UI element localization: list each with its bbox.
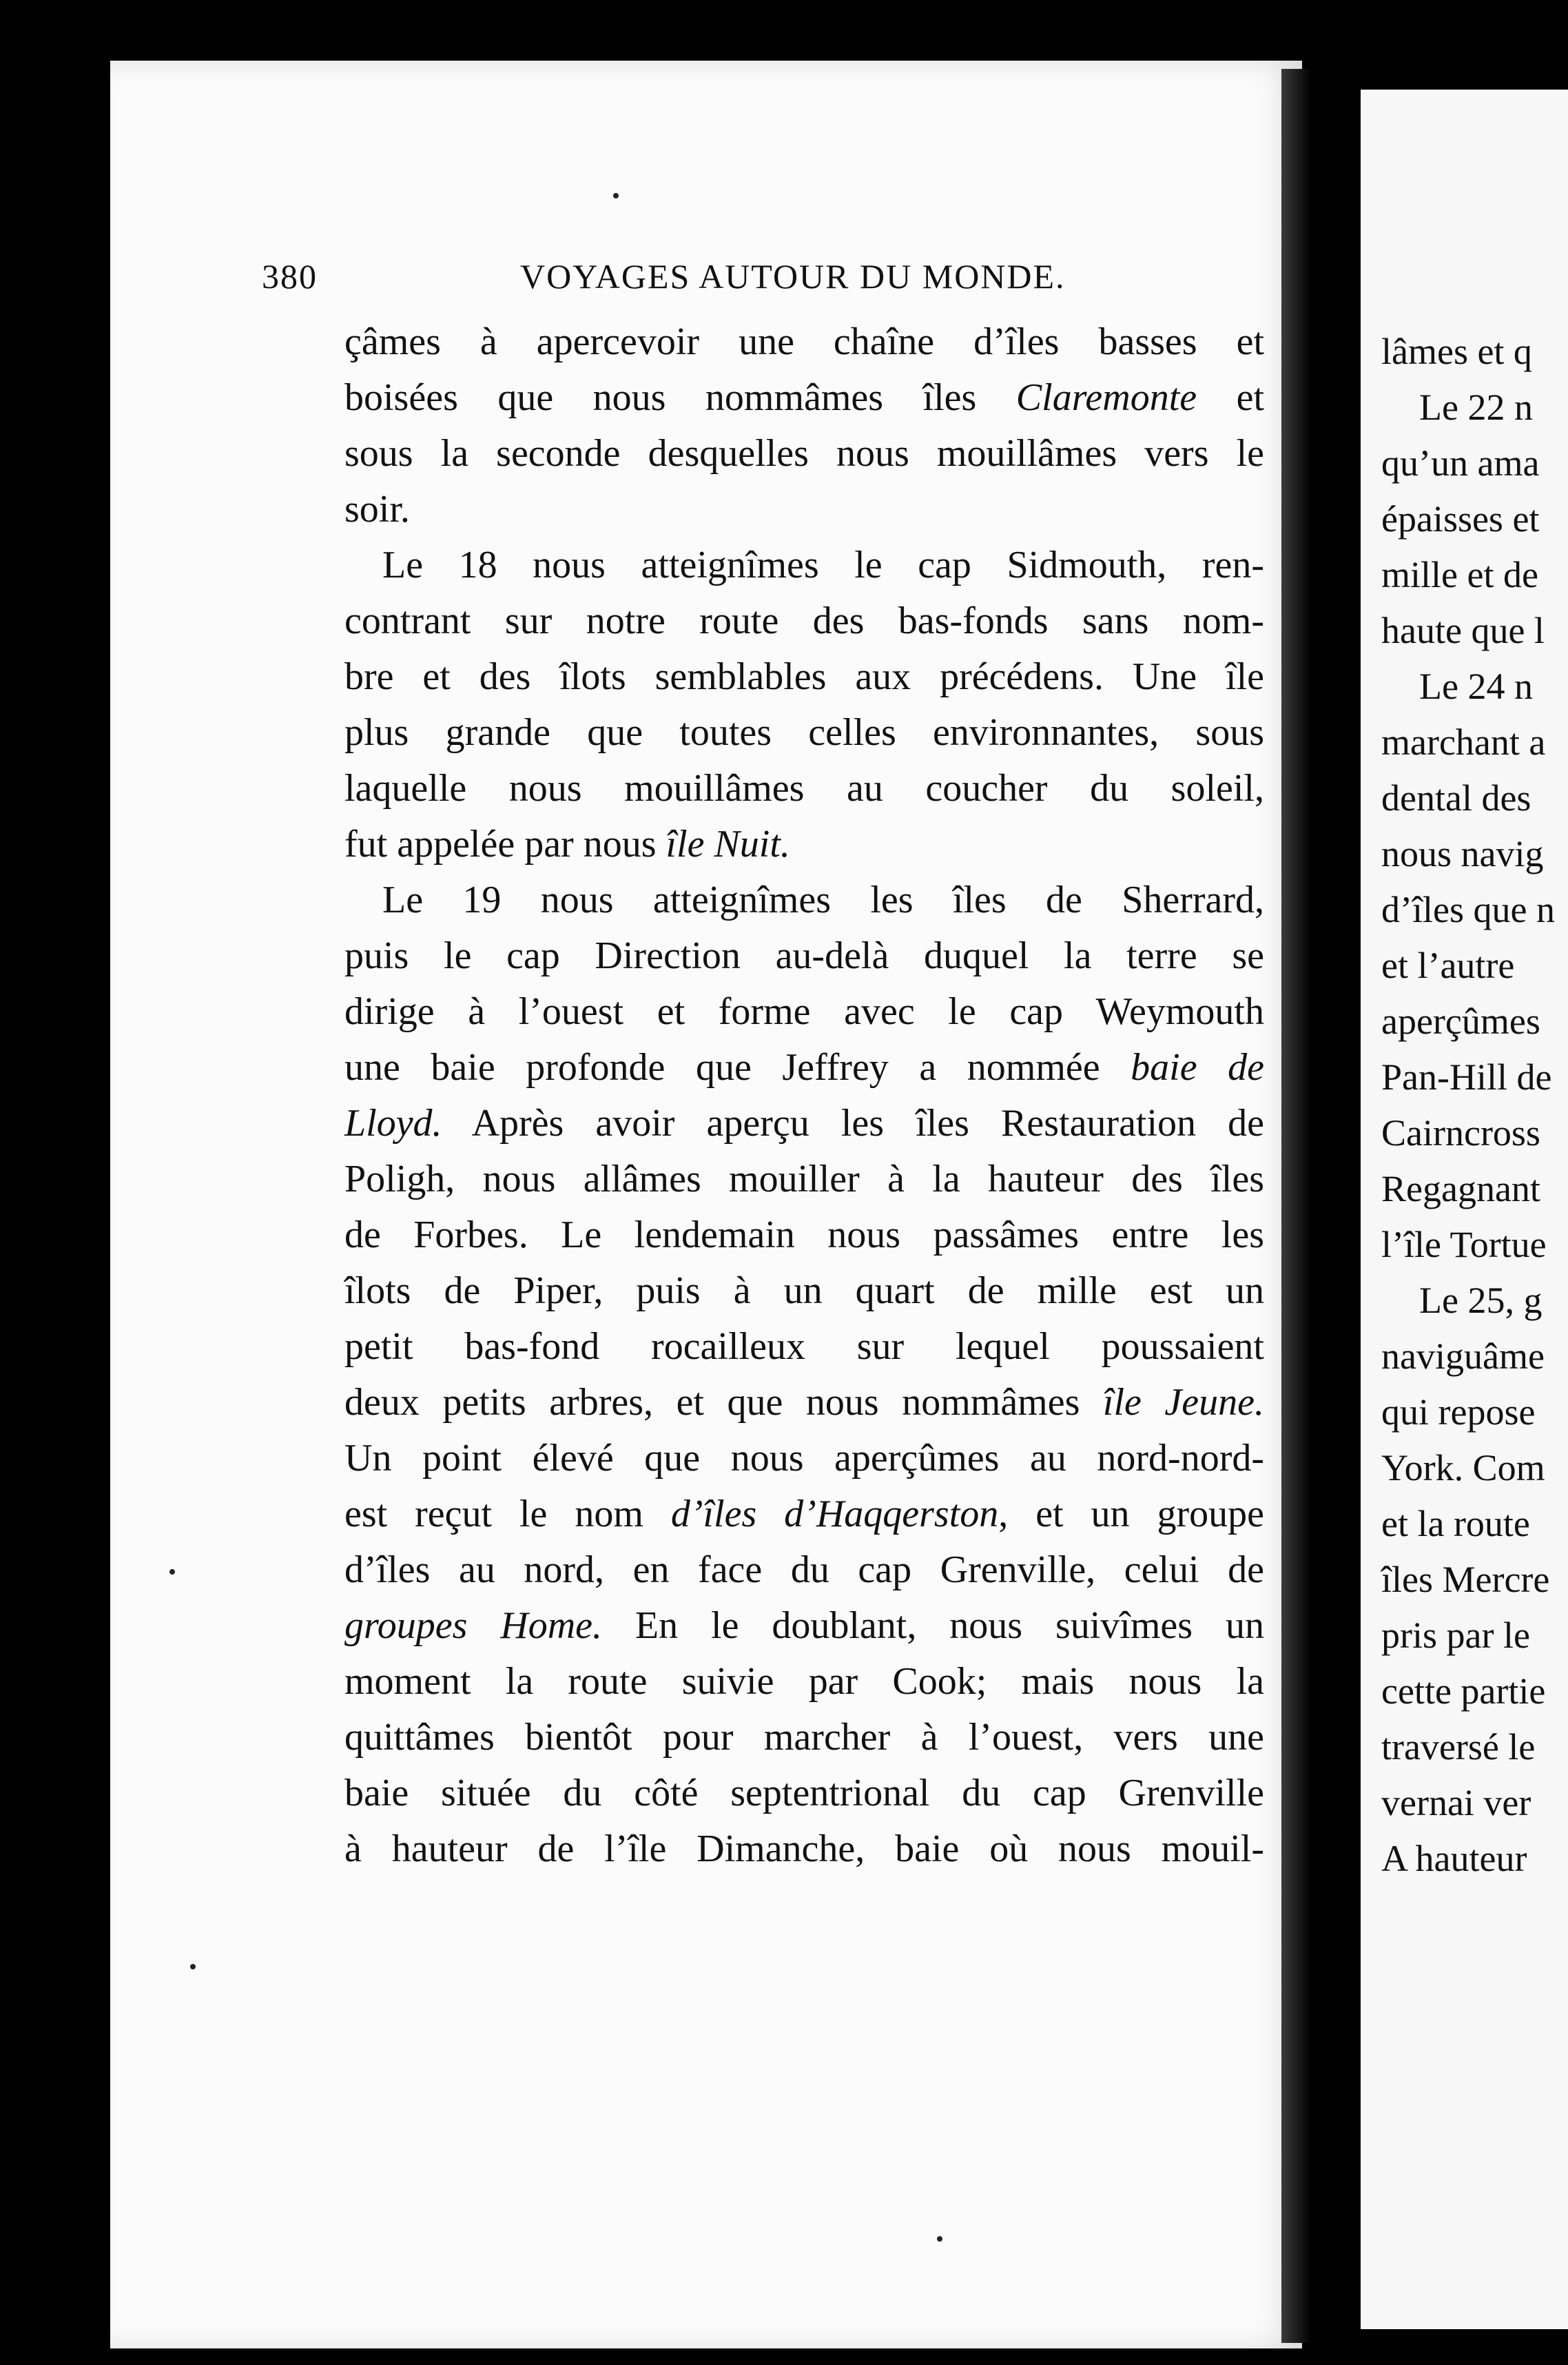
text-line xyxy=(344,426,1264,482)
text-run: çâmes à apercevoir une chaîne d’îles basses et xyxy=(344,320,1264,363)
text-line xyxy=(344,593,1264,649)
text-line: lâmes et q xyxy=(1381,331,1532,372)
text-line xyxy=(344,705,1264,761)
text-line xyxy=(344,817,1264,872)
text-run: d’îles au nord, en face du cap Grenville, celui de xyxy=(344,1548,1264,1591)
text-line xyxy=(344,761,1264,817)
text-line: d’îles que n xyxy=(1381,889,1555,930)
text-run: , et un groupe xyxy=(998,1493,1264,1535)
text-run: à hauteur de l’île Dimanche, baie où nous mouil- xyxy=(344,1828,1264,1870)
text-line xyxy=(344,482,1264,538)
text-run: bre et des îlots semblables aux précédens. Une île xyxy=(344,655,1264,698)
text-run: puis le cap Direction au-delà duquel la terre se xyxy=(344,934,1264,977)
italic-text: Lloyd. xyxy=(344,1102,442,1145)
text-line xyxy=(344,984,1264,1040)
text-run: sous la seconde desquelles nous mouillâmes vers le xyxy=(344,432,1264,475)
left-page-text xyxy=(344,314,1264,1877)
text-line: Le 24 n xyxy=(1419,666,1533,707)
text-run: baie située du côté septentrional du cap Grenville xyxy=(344,1772,1264,1814)
text-line xyxy=(344,1375,1264,1431)
italic-text: île Nuit. xyxy=(666,823,790,866)
text-run: contrant sur notre route des bas-fonds sans nom- xyxy=(344,600,1264,642)
text-line xyxy=(344,872,1264,928)
text-line xyxy=(344,370,1264,426)
text-line: mille et de xyxy=(1381,554,1538,595)
text-line: vernai ver xyxy=(1381,1782,1531,1823)
text-run: îlots de Piper, puis à un quart de mille est un xyxy=(344,1269,1264,1312)
text-run: Le 18 nous atteignîmes le cap Sidmouth, ren- xyxy=(382,544,1264,586)
text-line xyxy=(344,1765,1264,1821)
book-gutter xyxy=(1281,69,1357,2343)
text-line: Cairncross xyxy=(1381,1112,1540,1154)
text-line: Regagnant xyxy=(1381,1168,1540,1209)
text-line xyxy=(344,1598,1264,1654)
text-run: laquelle nous mouillâmes au coucher du soleil, xyxy=(344,767,1264,810)
text-line xyxy=(344,1096,1264,1151)
speck xyxy=(937,2236,942,2242)
text-line: l’île Tortue xyxy=(1381,1224,1547,1265)
text-line: A hauteur xyxy=(1381,1838,1527,1879)
running-title: VOYAGES AUTOUR DU MONDE. xyxy=(520,257,1066,296)
text-line xyxy=(344,1486,1264,1542)
text-line: haute que l xyxy=(1381,610,1545,651)
italic-text: île Jeune. xyxy=(1102,1381,1264,1424)
text-run: fut appelée par nous xyxy=(344,823,666,866)
text-line xyxy=(344,928,1264,984)
text-line: York. Com xyxy=(1381,1447,1545,1488)
text-line xyxy=(344,1542,1264,1598)
text-line: épaisses et xyxy=(1381,498,1540,540)
text-run: soir. xyxy=(344,488,410,531)
text-line: îles Mercre xyxy=(1381,1559,1550,1600)
right-page-text xyxy=(1381,324,1555,1887)
text-line xyxy=(344,1654,1264,1710)
text-run: Poligh, nous allâmes mouiller à la hauteur des îles xyxy=(344,1158,1264,1200)
text-run: plus grande que toutes celles environnantes, sous xyxy=(344,711,1264,754)
text-run: petit bas-fond rocailleux sur lequel poussaient xyxy=(344,1325,1264,1368)
text-line: pris par le xyxy=(1381,1615,1530,1656)
text-line: et l’autre xyxy=(1381,945,1515,986)
text-line xyxy=(344,1821,1264,1877)
text-line: qu’un ama xyxy=(1381,442,1540,484)
italic-text: groupes Home. xyxy=(344,1604,603,1647)
italic-text: Claremonte xyxy=(1015,376,1197,419)
text-line xyxy=(344,1263,1264,1319)
italic-text: d’îles d’Haqqerston xyxy=(670,1493,999,1535)
speck xyxy=(613,193,619,198)
text-line: Le 22 n xyxy=(1419,387,1533,428)
text-run: quittâmes bientôt pour marcher à l’ouest, vers une xyxy=(344,1716,1264,1759)
text-run: moment la route suivie par Cook; mais nous la xyxy=(344,1660,1264,1703)
text-line: et la route xyxy=(1381,1503,1530,1544)
text-run: Le 19 nous atteignîmes les îles de Sherrard, xyxy=(382,879,1264,921)
text-line: dental des xyxy=(1381,777,1531,819)
text-line xyxy=(344,1151,1264,1207)
speck xyxy=(169,1569,175,1575)
text-line xyxy=(344,314,1264,370)
text-line xyxy=(344,1207,1264,1263)
text-line xyxy=(344,538,1264,593)
running-head xyxy=(262,256,1268,311)
text-line: cette partie xyxy=(1381,1670,1546,1712)
text-run: une baie profonde que Jeffrey a nommée xyxy=(344,1046,1131,1089)
text-run: est reçut le nom xyxy=(344,1493,671,1535)
text-line: marchant a xyxy=(1381,721,1546,763)
italic-text: baie de xyxy=(1131,1046,1264,1089)
text-line xyxy=(344,1040,1264,1096)
text-run: et xyxy=(1197,376,1265,419)
text-run: dirige à l’ouest et forme avec le cap Weymouth xyxy=(344,990,1264,1033)
text-run: Un point élevé que nous aperçûmes au nord-nord- xyxy=(344,1437,1264,1480)
text-line xyxy=(344,1431,1264,1486)
text-line xyxy=(344,1710,1264,1765)
text-run: boisées que nous nommâmes îles xyxy=(344,376,1016,419)
text-run: de Forbes. Le lendemain nous passâmes entre les xyxy=(344,1214,1264,1256)
text-line: nous navig xyxy=(1381,833,1544,874)
text-run: En le doublant, nous suivîmes un xyxy=(602,1604,1264,1647)
text-line: Le 25, g xyxy=(1419,1280,1543,1321)
page-number: 380 xyxy=(262,257,318,296)
speck xyxy=(190,1964,196,1969)
text-line: Pan-Hill de xyxy=(1381,1056,1552,1098)
text-line xyxy=(344,1319,1264,1375)
text-line: qui repose xyxy=(1381,1391,1536,1433)
text-run: Après avoir aperçu les îles Restauration de xyxy=(442,1102,1264,1145)
text-line: aperçûmes xyxy=(1381,1001,1540,1042)
text-line: traversé le xyxy=(1381,1726,1536,1768)
text-line: naviguâme xyxy=(1381,1335,1545,1377)
text-line xyxy=(344,649,1264,705)
text-run: deux petits arbres, et que nous nommâmes xyxy=(344,1381,1103,1424)
